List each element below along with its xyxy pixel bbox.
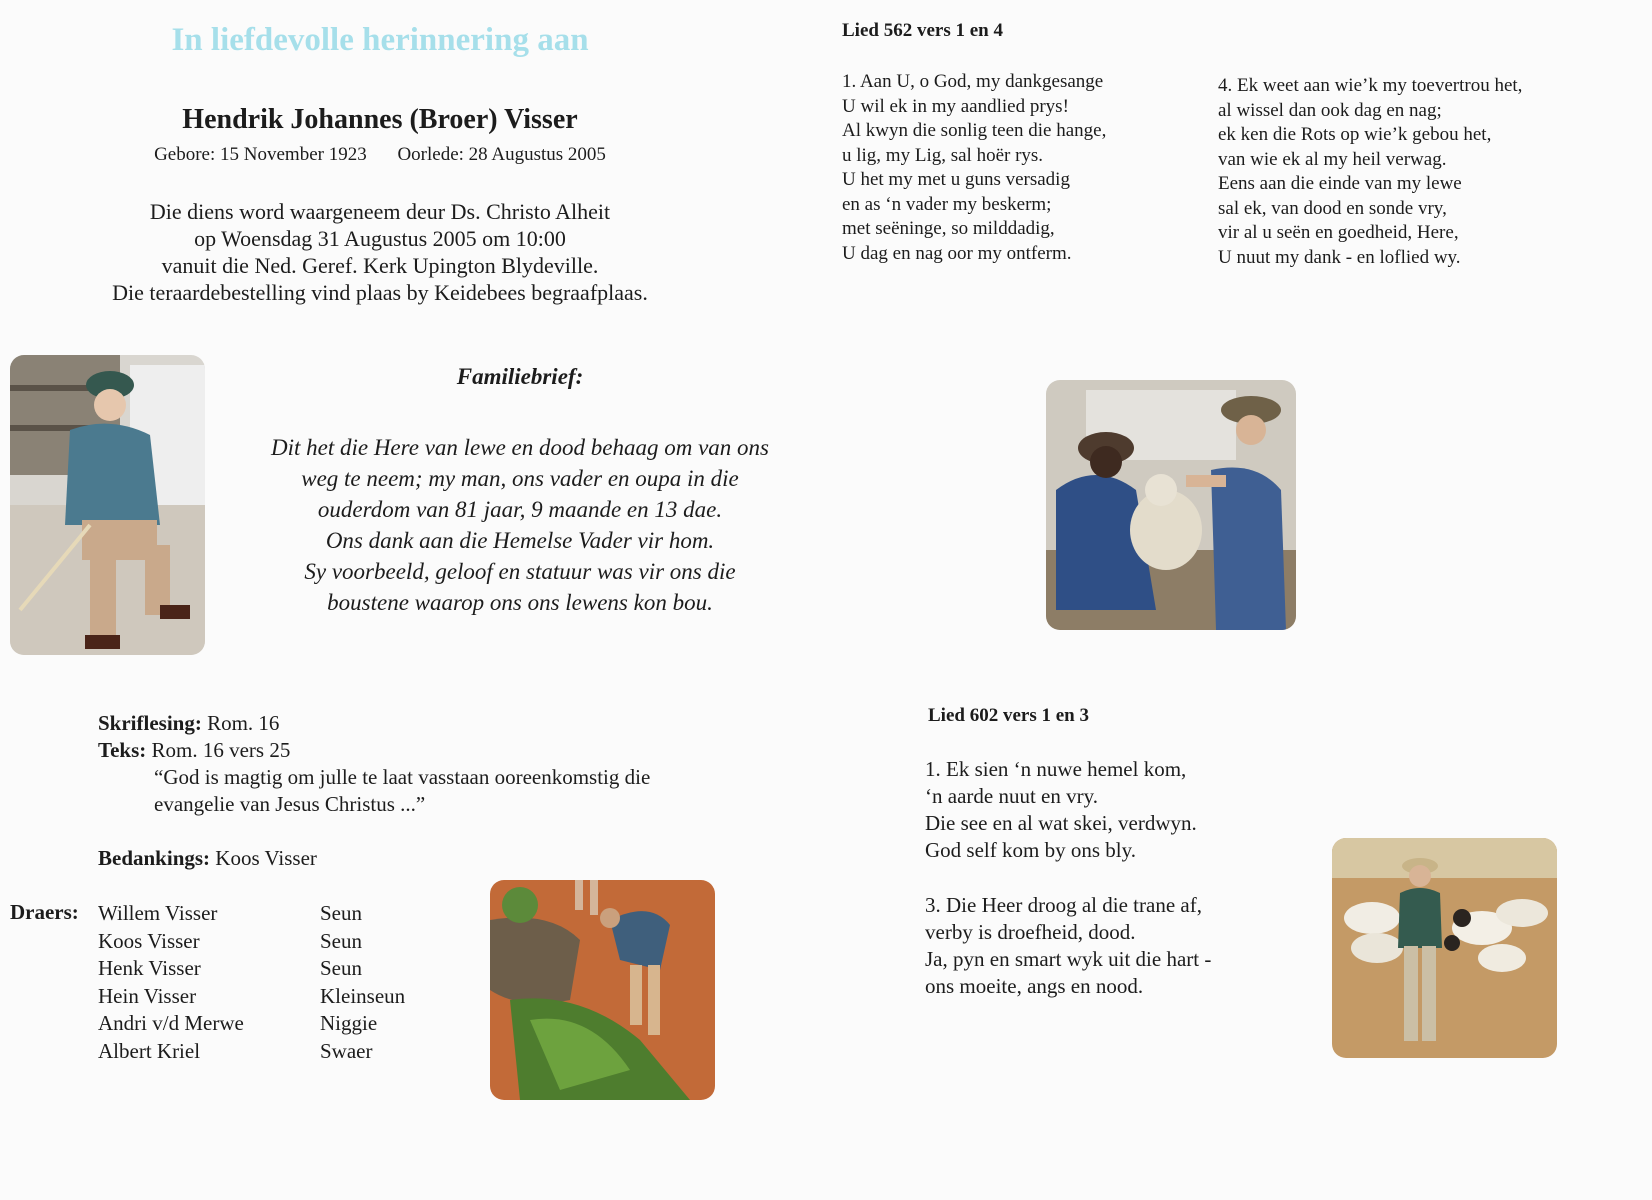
family-letter <box>220 432 820 618</box>
family-letter-line: ouderdom van 81 jaar, 9 maande en 13 dae. <box>317 497 723 522</box>
bearer-relation: Swaer <box>320 1038 373 1063</box>
verse-line: ek ken die Rots op wie’k gebou het, <box>1218 124 1492 145</box>
bearer-relation: Niggie <box>320 1011 378 1035</box>
verse-line: u lig, my Lig, sal hoër rys. <box>842 144 1044 166</box>
verse-line: ons moeite, angs en nood. <box>925 974 1144 998</box>
bearer-name: Andri v/d Merwe <box>98 1011 244 1035</box>
bearers-list <box>98 900 405 1065</box>
sermon-text <box>98 737 290 764</box>
verse-line: 1. Aan U, o God, my dankgesange <box>842 71 1104 92</box>
death-date: Oorlede: 28 Augustus 2005 <box>397 144 606 165</box>
family-letter-line: Ons dank aan die Hemelse Vader vir hom. <box>325 528 715 553</box>
verse-line: U wil ek in my aandlied prys! <box>842 95 1069 117</box>
bearer-name: Koos Visser <box>98 928 200 953</box>
bearer-row <box>98 928 405 956</box>
bearer-relation: Seun <box>320 956 362 980</box>
verse-line: Al kwyn die sonlig teen die hange, <box>842 120 1107 141</box>
bearer-row <box>98 955 405 983</box>
bearer-row <box>98 1038 405 1066</box>
family-letter-line: boustene waarop ons ons lewens kon bou. <box>327 590 713 615</box>
verse-line: verby is droefheid, dood. <box>925 920 1136 944</box>
reading-label: Skriflesing: <box>98 711 202 735</box>
bearer-relation: Seun <box>320 901 362 925</box>
text-value: Rom. 16 vers 25 <box>151 738 291 762</box>
family-letter-line: Dit het die Here van lewe en dood behaag om van ons <box>270 435 769 460</box>
life-dates <box>90 144 670 166</box>
bearer-row <box>98 1010 405 1038</box>
bearer-row <box>98 900 405 928</box>
verse-line: ‘n aarde nuut en vry. <box>925 784 1098 808</box>
verse-line: sal ek, van dood en sonde vry, <box>1218 197 1447 219</box>
service-line: op Woensdag 31 Augustus 2005 om 10:00 <box>194 226 566 251</box>
verse-line: God self kom by ons bly. <box>925 838 1136 862</box>
birth-date: Gebore: 15 November 1923 <box>154 144 367 165</box>
thanks-value: Koos Visser <box>215 846 317 870</box>
reading-value: Rom. 16 <box>207 711 280 735</box>
hymn1-verse1 <box>842 70 1106 266</box>
bearer-name: Willem Visser <box>98 901 218 925</box>
photo-garden <box>490 880 715 1100</box>
verse-line: Ja, pyn en smart wyk uit die hart - <box>925 947 1212 971</box>
hymn1-verse4 <box>1218 74 1522 270</box>
verse-line: U nuut my dank - en loflied wy. <box>1218 246 1461 268</box>
bearer-relation: Seun <box>320 928 362 953</box>
thanks-label: Bedankings: <box>98 846 211 870</box>
scripture-quote <box>154 764 650 818</box>
deceased-name: Hendrik Johannes (Broer) Visser <box>182 104 578 135</box>
quote-line: “God is magtig om julle te laat vasstaan ooreenkomstig die <box>154 765 651 789</box>
verse-line: U dag en nag oor my ontferm. <box>842 242 1072 264</box>
bearer-relation: Kleinseun <box>320 983 406 1008</box>
photo-seated-man <box>10 355 205 655</box>
bearers-label: Draers: <box>10 900 79 924</box>
service-line: Die diens word waargeneem deur Ds. Christo Alheit <box>149 199 611 224</box>
family-letter-title: Familiebrief: <box>456 364 584 389</box>
verse-line: van wie ek al my heil verwag. <box>1218 148 1447 170</box>
bearer-row <box>98 983 405 1011</box>
family-letter-line: Sy voorbeeld, geloof en statuur was vir ons die <box>304 559 736 584</box>
quote-line: evangelie van Jesus Christus ...” <box>154 792 426 816</box>
scripture-reading <box>98 710 279 737</box>
text-label: Teks: <box>98 738 147 762</box>
photo-man-with-sheep <box>1332 838 1557 1058</box>
bearer-name: Albert Kriel <box>98 1038 201 1063</box>
verse-line: al wissel dan ook dag en nag; <box>1218 99 1442 121</box>
verse-line: 3. Die Heer droog al die trane af, <box>925 893 1202 917</box>
service-details <box>60 198 700 306</box>
hymn2-title: Lied 602 vers 1 en 3 <box>928 705 1089 726</box>
service-line: vanuit die Ned. Geref. Kerk Upington Blydeville. <box>161 253 599 278</box>
verse-line: 1. Ek sien ‘n nuwe hemel kom, <box>925 757 1187 781</box>
verse-line: 4. Ek weet aan wie’k my toevertrou het, <box>1218 75 1523 96</box>
hymn2-verse3 <box>925 892 1211 1000</box>
verse-line: Eens aan die einde van my lewe <box>1218 173 1462 194</box>
verse-line: U het my met u guns versadig <box>842 169 1070 190</box>
verse-line: vir al u seën en goedheid, Here, <box>1218 222 1459 243</box>
verse-line: Die see en al wat skei, verdwyn. <box>925 811 1197 835</box>
verse-line: met seëninge, so milddadig, <box>842 218 1055 239</box>
bearer-name: Hein Visser <box>98 983 197 1008</box>
family-letter-line: weg te neem; my man, ons vader en oupa in die <box>301 466 739 491</box>
thanks <box>98 845 317 872</box>
bearer-name: Henk Visser <box>98 956 201 980</box>
verse-line: en as ‘n vader my beskerm; <box>842 193 1052 215</box>
dedication-heading: In liefdevolle herinnering aan <box>171 22 589 58</box>
hymn1-title: Lied 562 vers 1 en 4 <box>842 20 1003 41</box>
hymn2-verse1 <box>925 756 1197 864</box>
service-line: Die teraardebestelling vind plaas by Keidebees begraafplaas. <box>112 280 648 305</box>
photo-men-with-lamb <box>1046 380 1296 630</box>
